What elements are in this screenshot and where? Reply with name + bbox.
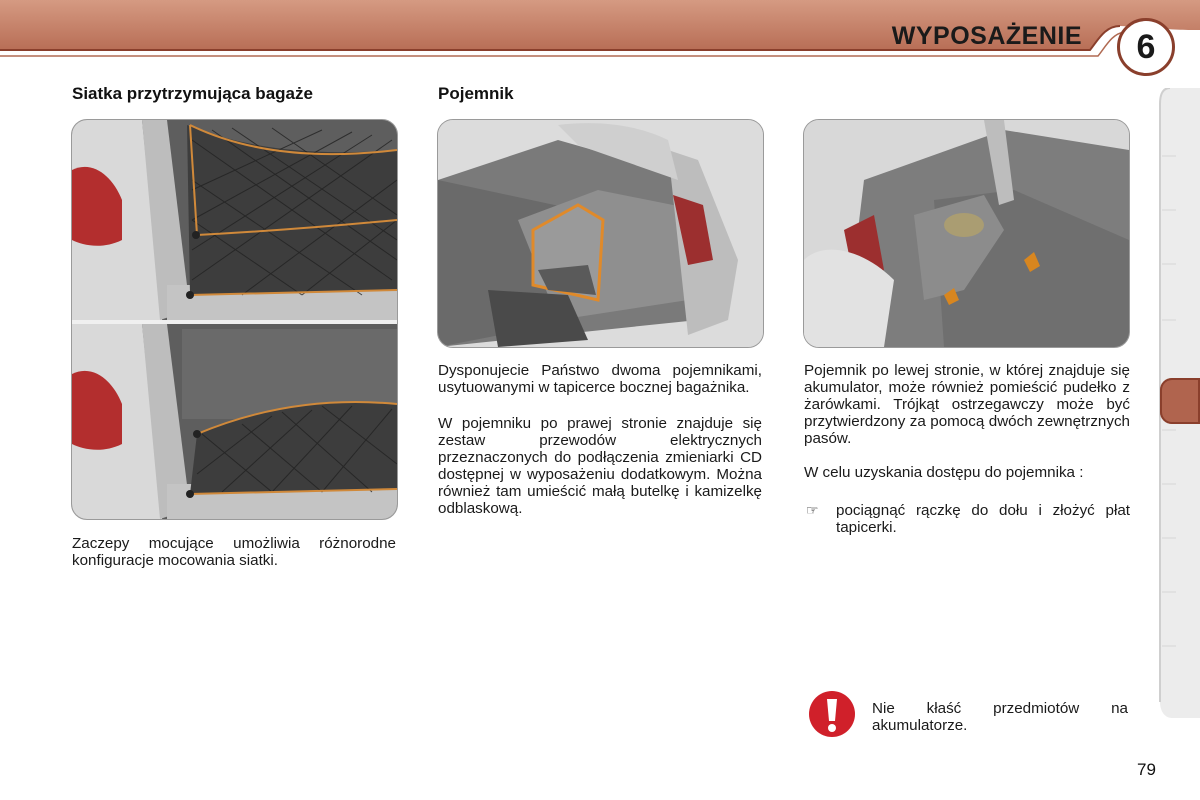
bullet-text: pociągnąć rączkę do dołu i złożyć płat tapicerki. xyxy=(836,502,1130,536)
cargo-net-text: Zaczepy mocujące umożliwia różnorodne konfiguracje mocowania siatki. xyxy=(72,535,396,569)
access-instruction-text: W celu uzyskania dostępu do pojemnika : xyxy=(804,464,1084,481)
left-compartment-photo xyxy=(803,119,1130,348)
chapter-tab-active[interactable] xyxy=(1160,378,1200,424)
left-compartment-text: Pojemnik po lewej stronie, w której znajduje się akumulator, może również pomieścić pudełko z żarówkami. Trójkąt ostrzegawczy może być przytwierdzony za pomocą dwóch zewnętrznych pasów. xyxy=(804,362,1130,447)
storage-compartment-heading: Pojemnik xyxy=(438,84,514,103)
warning-text: Nie kłaść przedmiotów na akumulatorze. xyxy=(872,700,1128,734)
section-title: WYPOSAŻENIE xyxy=(891,22,1082,50)
right-compartment-text: W pojemniku po prawej stronie znajduje się zestaw przewodów elektrycznych przeznaczonych do podłączenia zmieniarki CD dostępnej w wyposażeniu dodatkowym. Można również tam umieścić małą butelkę i kamizelkę odblaskową. xyxy=(438,415,762,517)
chapter-badge: 6 xyxy=(1117,18,1175,76)
cargo-net-heading: Siatka przytrzymująca bagaże xyxy=(72,84,313,103)
compartment-intro-text: Dysponujecie Państwo dwoma pojemnikami, usytuowanymi w tapicerce bocznej bagażnika. xyxy=(438,362,762,396)
page-number: 79 xyxy=(1137,760,1156,779)
cargo-net-photo xyxy=(71,119,398,520)
pointing-hand-icon: ☞ xyxy=(806,502,819,518)
right-compartment-photo xyxy=(437,119,764,348)
exclamation-warning-icon xyxy=(808,690,856,738)
list-item xyxy=(804,502,1130,536)
